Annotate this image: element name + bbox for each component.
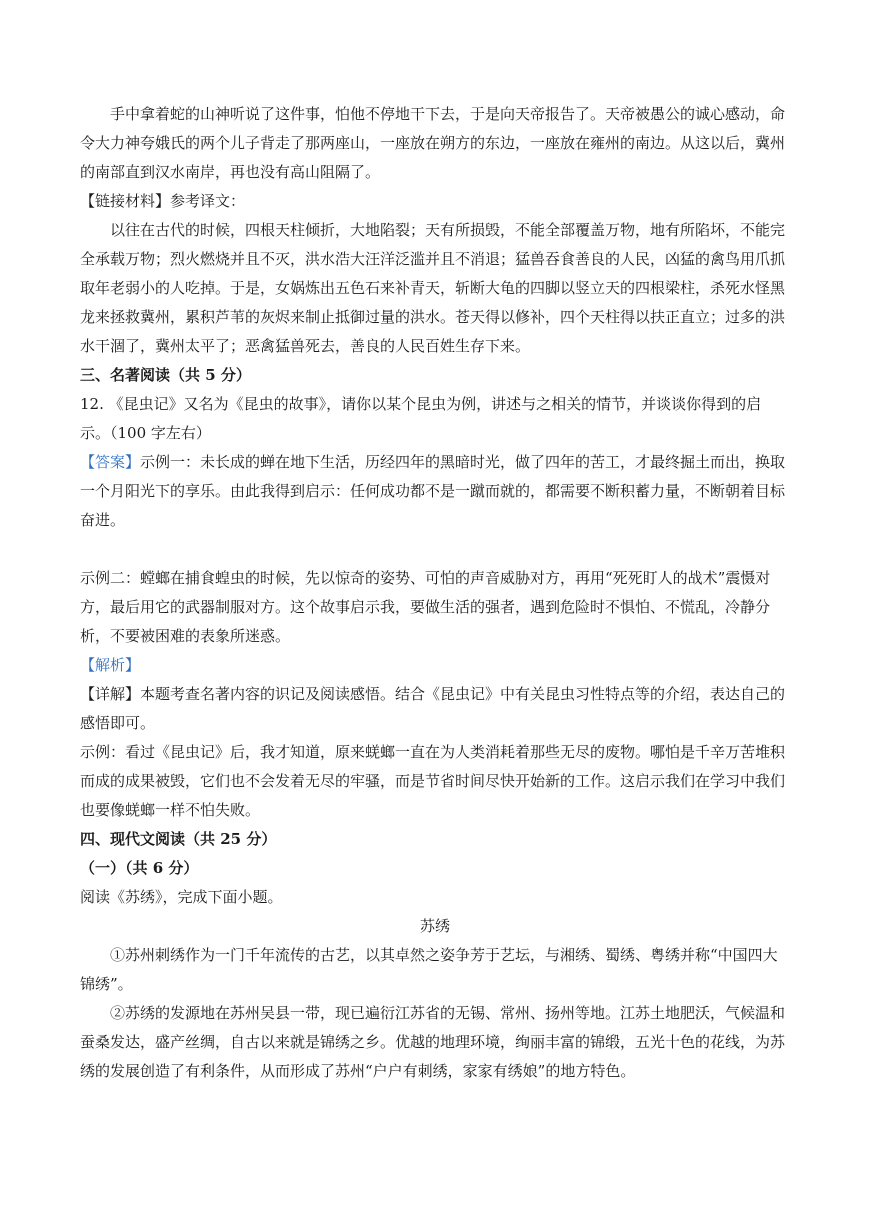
link-material-label: 【链接材料】参考译文： (80, 192, 246, 210)
translation-paragraph-1: 手中拿着蛇的山神听说了这件事，怕他不停地干下去，于是向天帝报告了。天帝被愚公的诚心感动，命令大力神夸娥氏的两个儿子背走了那两座山，一座放在朔方的东边，一座放在雍州的南边。从这以后，冀州的南部直到汉水南岸，再也没有高山阻隔了。 (80, 105, 786, 181)
section-3-title: 三、名著阅读（共 5 分） (80, 366, 251, 384)
example-text: 示例：看过《昆虫记》后，我才知道，原来蜣螂一直在为人类消耗着那些无尽的废物。哪怕是千辛万苦堆积而成的成果被毁，它们也不会发着无尽的牢骚，而是节省时间尽快开始新的工作。这启示我们在学习中我们也要像蜣螂一样不怕失败。 (80, 743, 786, 819)
translation-paragraph-2: 以往在古代的时候，四根天柱倾折，大地陷裂；天有所损毁，不能全部覆盖万物，地有所陷坏，不能完全承载万物；烈火燃烧并且不灭，洪水浩大汪洋泛滥并且不消退；猛兽吞食善良的人民，凶猛的禽鸟用爪抓取年老弱小的人吃掉。于是，女娲炼出五色石来补青天，斩断大龟的四脚以竖立天的四根梁柱，杀死水怪黑龙来拯救冀州，累积芦苇的灰烬来制止抵御过量的洪水。苍天得以修补，四个天柱得以扶正直立；过多的洪水干涸了，冀州太平了；恶禽猛兽死去，善良的人民百姓生存下来。 (80, 221, 786, 355)
detail-block (80, 680, 790, 738)
analysis-tag: 【解析】 (80, 656, 141, 674)
answer-example-1: 示例一：未长成的蝉在地下生活，历经四年的黑暗时光，做了四年的苦工，才最终掘土而出，换取一个月阳光下的享乐。由此我得到启示：任何成功都不是一蹴而就的，都需要不断积蓄力量，不断朝着目标奋进。 (80, 453, 786, 529)
subsection-1-title: （一）（共 6 分） (80, 859, 199, 877)
detail-text: 本题考查名著内容的识记及阅读感悟。结合《昆虫记》中有关昆虫习性特点等的介绍，表达自己的感悟即可。 (80, 685, 786, 732)
article-paragraph-1: ①苏州刺绣作为一门千年流传的古艺，以其卓然之姿争芳于艺坛，与湘绣、蜀绣、粤绣并称“中国四大锦绣”。 (80, 946, 778, 993)
answer-tag: 【答案】 (80, 453, 141, 471)
section-4-title: 四、现代文阅读（共 25 分） (80, 830, 277, 848)
detail-tag: 【详解】 (80, 685, 141, 703)
question-12: 12. 《昆虫记》又名为《昆虫的故事》，请你以某个昆虫为例，讲述与之相关的情节，并谈谈你得到的启示。（100 字左右） (80, 395, 762, 442)
document-page (80, 100, 790, 1086)
answer-block-1 (80, 448, 790, 535)
article-title: 苏绣 (419, 917, 450, 935)
blank-line (80, 535, 790, 564)
answer-example-2: 示例二：螳螂在捕食蝗虫的时候，先以惊奇的姿势、可怕的声音威胁对方，再用“死死盯人的战术”震慑对方，最后用它的武器制服对方。这个故事启示我，要做生活的强者，遇到危险时不惧怕、不慌乱，冷静分析，不要被困难的表象所迷惑。 (80, 569, 771, 645)
article-paragraph-2: ②苏绣的发源地在苏州吴县一带，现已遍衍江苏省的无锡、常州、扬州等地。江苏土地肥沃，气候温和蚕桑发达，盛产丝绸，自古以来就是锦绣之乡。优越的地理环境，绚丽丰富的锦缎，五光十色的花线，为苏绣的发展创造了有利条件，从而形成了苏州“户户有刺绣，家家有绣娘”的地方特色。 (80, 1004, 786, 1080)
reading-instruction: 阅读《苏绣》，完成下面小题。 (80, 888, 283, 906)
